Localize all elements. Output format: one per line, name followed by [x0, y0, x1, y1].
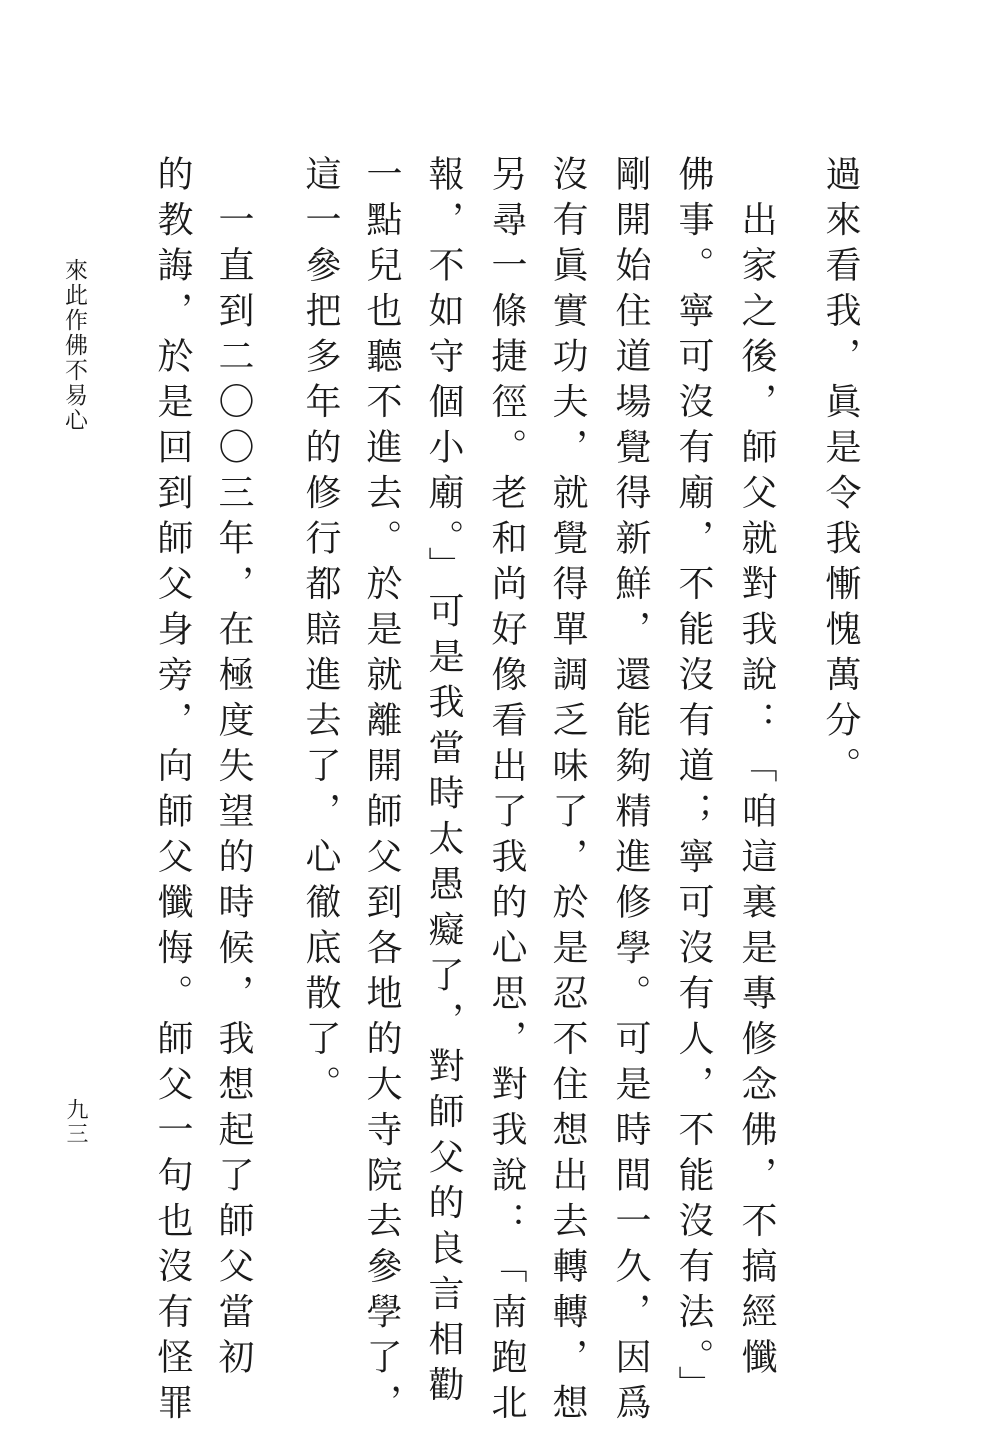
text-column-2: 出家之後，師父就對我說：「咱這裏是專修念佛，不搞經懺	[736, 155, 777, 1384]
text-column-1: 過來看我，眞是令我慚愧萬分。	[820, 155, 861, 792]
text-column-3: 佛事。寧可沒有廟，不能沒有道；寧可沒有人，不能沒有法。」	[673, 155, 714, 1411]
text-column-9: 這一參把多年的修行都賠進去了，心徹底散了。	[300, 155, 341, 1111]
text-column-11: 的教誨，於是回到師父身旁，向師父懺悔。師父一句也沒有怪罪	[152, 155, 193, 1429]
text-column-8: 一點兒也聽不進去。於是就離開師父到各地的大寺院去參學了，	[361, 155, 402, 1429]
text-column-10: 一直到二〇〇三年，在極度失望的時候，我想起了師父當初	[213, 155, 254, 1384]
text-column-4: 剛開始住道場覺得新鮮，還能夠精進修學。可是時間一久，因爲	[610, 155, 651, 1429]
text-column-5: 沒有眞實功夫，就覺得單調乏味了，於是忍不住想出去轉轉，想	[547, 155, 588, 1429]
running-head: 來此作佛不易心	[61, 258, 87, 433]
text-column-7: 報，不如守個小廟。」可是我當時太愚癡了，對師父的良言相勸	[423, 155, 464, 1411]
page-number: 九三	[63, 1098, 88, 1146]
text-column-6: 另尋一條捷徑。老和尚好像看出了我的心思，對我說：「南跑北	[486, 155, 527, 1429]
